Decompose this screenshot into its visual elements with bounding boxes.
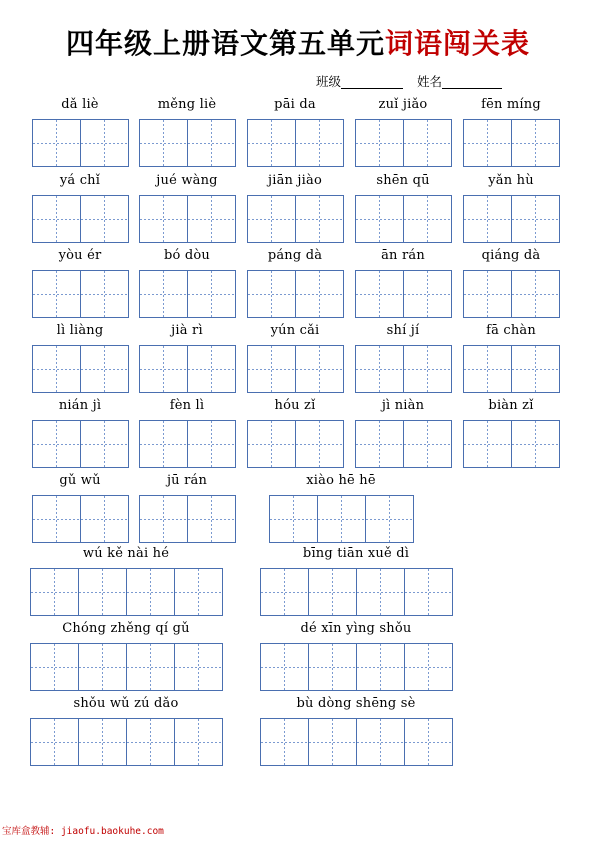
- pinyin-label: bó dòu: [163, 248, 210, 263]
- writing-cell[interactable]: [296, 270, 344, 318]
- writing-cell[interactable]: [81, 195, 129, 243]
- writing-cell[interactable]: [33, 119, 81, 167]
- writing-cell[interactable]: [512, 270, 560, 318]
- pinyin-label: zuǐ jiǎo: [378, 97, 428, 112]
- writing-cell[interactable]: [512, 345, 560, 393]
- writing-cell[interactable]: [357, 568, 405, 616]
- writing-cell[interactable]: [296, 420, 344, 468]
- tianzige-grid: [355, 195, 452, 243]
- word-entry: [463, 321, 559, 395]
- writing-cell[interactable]: [248, 345, 296, 393]
- writing-cell[interactable]: [140, 270, 188, 318]
- word-entry: [139, 471, 235, 545]
- writing-cell[interactable]: [33, 495, 81, 543]
- writing-cell[interactable]: [33, 195, 81, 243]
- tianzige-grid: [139, 119, 236, 167]
- word-entry: [247, 171, 343, 245]
- pinyin-label: xiào hē hē: [306, 473, 376, 488]
- pinyin-label: pāi da: [274, 97, 316, 112]
- pinyin-label: bù dòng shēng sè: [296, 696, 416, 711]
- word-entry: [30, 544, 222, 618]
- pinyin-label: yòu ér: [58, 248, 102, 263]
- writing-cell[interactable]: [79, 643, 127, 691]
- pinyin-label: gǔ wǔ: [59, 473, 101, 488]
- writing-cell[interactable]: [464, 420, 512, 468]
- pinyin-label: shí jí: [386, 323, 420, 338]
- class-label: 班级: [316, 74, 342, 89]
- pinyin-label: jì niàn: [381, 398, 425, 413]
- writing-cell[interactable]: [188, 195, 236, 243]
- word-entry: [32, 95, 128, 169]
- writing-cell[interactable]: [175, 643, 223, 691]
- writing-cell[interactable]: [31, 718, 79, 766]
- writing-cell[interactable]: [175, 718, 223, 766]
- writing-cell[interactable]: [512, 119, 560, 167]
- writing-cell[interactable]: [464, 345, 512, 393]
- pinyin-label: jué wàng: [156, 173, 218, 188]
- pinyin-label: bīng tiān xuě dì: [302, 546, 410, 561]
- writing-cell[interactable]: [356, 195, 404, 243]
- pinyin-label: nián jì: [58, 398, 102, 413]
- writing-cell[interactable]: [188, 495, 236, 543]
- writing-cell[interactable]: [309, 643, 357, 691]
- pinyin-label: wú kě nài hé: [82, 546, 170, 561]
- word-entry: [32, 321, 128, 395]
- writing-cell[interactable]: [404, 195, 452, 243]
- tianzige-grid: [32, 420, 129, 468]
- tianzige-grid: [32, 270, 129, 318]
- writing-cell[interactable]: [357, 643, 405, 691]
- tianzige-grid: [32, 119, 129, 167]
- word-entry: [247, 321, 343, 395]
- word-entry: [139, 396, 235, 470]
- word-entry: [30, 694, 222, 768]
- writing-cell[interactable]: [33, 270, 81, 318]
- writing-cell[interactable]: [127, 568, 175, 616]
- tianzige-grid: [260, 643, 453, 691]
- writing-cell[interactable]: [81, 495, 129, 543]
- pinyin-label: qiáng dà: [481, 248, 541, 263]
- writing-cell[interactable]: [140, 420, 188, 468]
- word-entry: [355, 171, 451, 245]
- writing-cell[interactable]: [81, 119, 129, 167]
- pinyin-label: fèn lì: [169, 398, 205, 413]
- writing-cell[interactable]: [405, 718, 453, 766]
- writing-cell[interactable]: [79, 568, 127, 616]
- tianzige-grid: [30, 643, 223, 691]
- name-blank[interactable]: [442, 88, 502, 89]
- tianzige-grid: [463, 195, 560, 243]
- tianzige-grid: [355, 345, 452, 393]
- writing-cell[interactable]: [357, 718, 405, 766]
- writing-cell[interactable]: [188, 345, 236, 393]
- writing-cell[interactable]: [296, 119, 344, 167]
- tianzige-grid: [463, 420, 560, 468]
- pinyin-label: biàn zǐ: [488, 398, 534, 413]
- pinyin-label: ān rán: [381, 248, 425, 263]
- word-entry: [463, 396, 559, 470]
- tianzige-grid: [30, 568, 223, 616]
- writing-cell[interactable]: [127, 718, 175, 766]
- pinyin-label: shǒu wǔ zú dǎo: [73, 696, 179, 711]
- tianzige-grid: [139, 420, 236, 468]
- tianzige-grid: [247, 345, 344, 393]
- word-entry: [463, 95, 559, 169]
- tianzige-grid: [32, 345, 129, 393]
- tianzige-grid: [139, 345, 236, 393]
- tianzige-grid: [463, 345, 560, 393]
- word-entry: [260, 544, 452, 618]
- student-info: [316, 72, 502, 90]
- title-highlight: 词语闯关表: [385, 27, 531, 60]
- pinyin-label: jiān jiào: [267, 173, 322, 188]
- word-entry: [32, 246, 128, 320]
- word-entry: [32, 396, 128, 470]
- pinyin-label: yún cǎi: [270, 323, 320, 338]
- tianzige-grid: [139, 495, 236, 543]
- tianzige-grid: [247, 195, 344, 243]
- writing-cell[interactable]: [127, 643, 175, 691]
- tianzige-grid: [463, 270, 560, 318]
- writing-cell[interactable]: [175, 568, 223, 616]
- tianzige-grid: [139, 195, 236, 243]
- pinyin-label: páng dà: [267, 248, 323, 263]
- tianzige-grid: [30, 718, 223, 766]
- writing-cell[interactable]: [356, 345, 404, 393]
- writing-cell[interactable]: [188, 420, 236, 468]
- tianzige-grid: [32, 495, 129, 543]
- writing-cell[interactable]: [140, 345, 188, 393]
- writing-cell[interactable]: [188, 119, 236, 167]
- writing-cell[interactable]: [404, 270, 452, 318]
- tianzige-grid: [247, 119, 344, 167]
- writing-cell[interactable]: [405, 568, 453, 616]
- writing-cell[interactable]: [81, 270, 129, 318]
- pinyin-label: fā chàn: [486, 323, 536, 338]
- writing-cell[interactable]: [309, 718, 357, 766]
- word-entry: [139, 321, 235, 395]
- word-entry: [260, 619, 452, 693]
- tianzige-grid: [355, 270, 452, 318]
- writing-cell[interactable]: [405, 643, 453, 691]
- writing-cell[interactable]: [356, 270, 404, 318]
- writing-cell[interactable]: [79, 718, 127, 766]
- tianzige-grid: [260, 718, 453, 766]
- writing-cell[interactable]: [33, 420, 81, 468]
- pinyin-label: shēn qū: [376, 173, 430, 188]
- tianzige-grid: [260, 568, 453, 616]
- footer-watermark: 宝库盒教辅: jiaofu.baokuhe.com: [2, 826, 164, 837]
- writing-cell[interactable]: [356, 420, 404, 468]
- writing-cell[interactable]: [31, 568, 79, 616]
- pinyin-label: hóu zǐ: [274, 398, 316, 413]
- class-blank[interactable]: [341, 88, 403, 89]
- tianzige-grid: [355, 420, 452, 468]
- tianzige-grid: [139, 270, 236, 318]
- word-entry: [30, 619, 222, 693]
- writing-cell[interactable]: [404, 420, 452, 468]
- word-entry: [355, 95, 451, 169]
- writing-cell[interactable]: [261, 643, 309, 691]
- pinyin-label: jià rì: [171, 323, 203, 338]
- tianzige-grid: [32, 195, 129, 243]
- writing-cell[interactable]: [464, 119, 512, 167]
- writing-cell[interactable]: [464, 195, 512, 243]
- tianzige-grid: [269, 495, 414, 543]
- writing-cell[interactable]: [512, 195, 560, 243]
- writing-cell[interactable]: [248, 420, 296, 468]
- page-title: [0, 22, 596, 62]
- writing-cell[interactable]: [318, 495, 366, 543]
- pinyin-label: dé xīn yìng shǒu: [300, 621, 412, 636]
- word-entry: [32, 171, 128, 245]
- writing-cell[interactable]: [140, 195, 188, 243]
- pinyin-label: měng liè: [157, 97, 217, 112]
- pinyin-label: lì liàng: [56, 323, 104, 338]
- writing-cell[interactable]: [31, 643, 79, 691]
- word-entry: [463, 246, 559, 320]
- writing-cell[interactable]: [81, 345, 129, 393]
- word-entry: [32, 471, 128, 545]
- pinyin-label: Chóng zhěng qí gǔ: [62, 621, 190, 636]
- word-entry: [260, 694, 452, 768]
- tianzige-grid: [247, 420, 344, 468]
- writing-cell[interactable]: [512, 420, 560, 468]
- word-entry: [355, 246, 451, 320]
- writing-cell[interactable]: [296, 345, 344, 393]
- writing-cell[interactable]: [270, 495, 318, 543]
- word-entry: [247, 246, 343, 320]
- word-entry: [463, 171, 559, 245]
- writing-cell[interactable]: [248, 270, 296, 318]
- title-main: 四年级上册语文第五单元: [65, 27, 385, 60]
- pinyin-label: jū rán: [166, 473, 208, 488]
- writing-cell[interactable]: [296, 195, 344, 243]
- writing-cell[interactable]: [261, 568, 309, 616]
- writing-cell[interactable]: [248, 195, 296, 243]
- writing-cell[interactable]: [464, 270, 512, 318]
- writing-cell[interactable]: [404, 119, 452, 167]
- pinyin-label: fēn míng: [481, 97, 541, 112]
- writing-cell[interactable]: [248, 119, 296, 167]
- writing-cell[interactable]: [356, 119, 404, 167]
- pinyin-label: dǎ liè: [61, 97, 99, 112]
- writing-cell[interactable]: [140, 495, 188, 543]
- writing-cell[interactable]: [33, 345, 81, 393]
- word-entry: [269, 471, 413, 545]
- writing-cell[interactable]: [366, 495, 414, 543]
- writing-cell[interactable]: [188, 270, 236, 318]
- writing-cell[interactable]: [140, 119, 188, 167]
- name-label: 姓名: [417, 74, 443, 89]
- word-entry: [139, 95, 235, 169]
- writing-cell[interactable]: [404, 345, 452, 393]
- tianzige-grid: [463, 119, 560, 167]
- word-entry: [247, 396, 343, 470]
- writing-cell[interactable]: [81, 420, 129, 468]
- writing-cell[interactable]: [309, 568, 357, 616]
- word-entry: [139, 171, 235, 245]
- word-entry: [355, 321, 451, 395]
- tianzige-grid: [247, 270, 344, 318]
- writing-cell[interactable]: [261, 718, 309, 766]
- tianzige-grid: [355, 119, 452, 167]
- word-entry: [355, 396, 451, 470]
- pinyin-label: yǎn hù: [488, 173, 534, 188]
- pinyin-label: yá chǐ: [59, 173, 101, 188]
- word-entry: [247, 95, 343, 169]
- word-entry: [139, 246, 235, 320]
